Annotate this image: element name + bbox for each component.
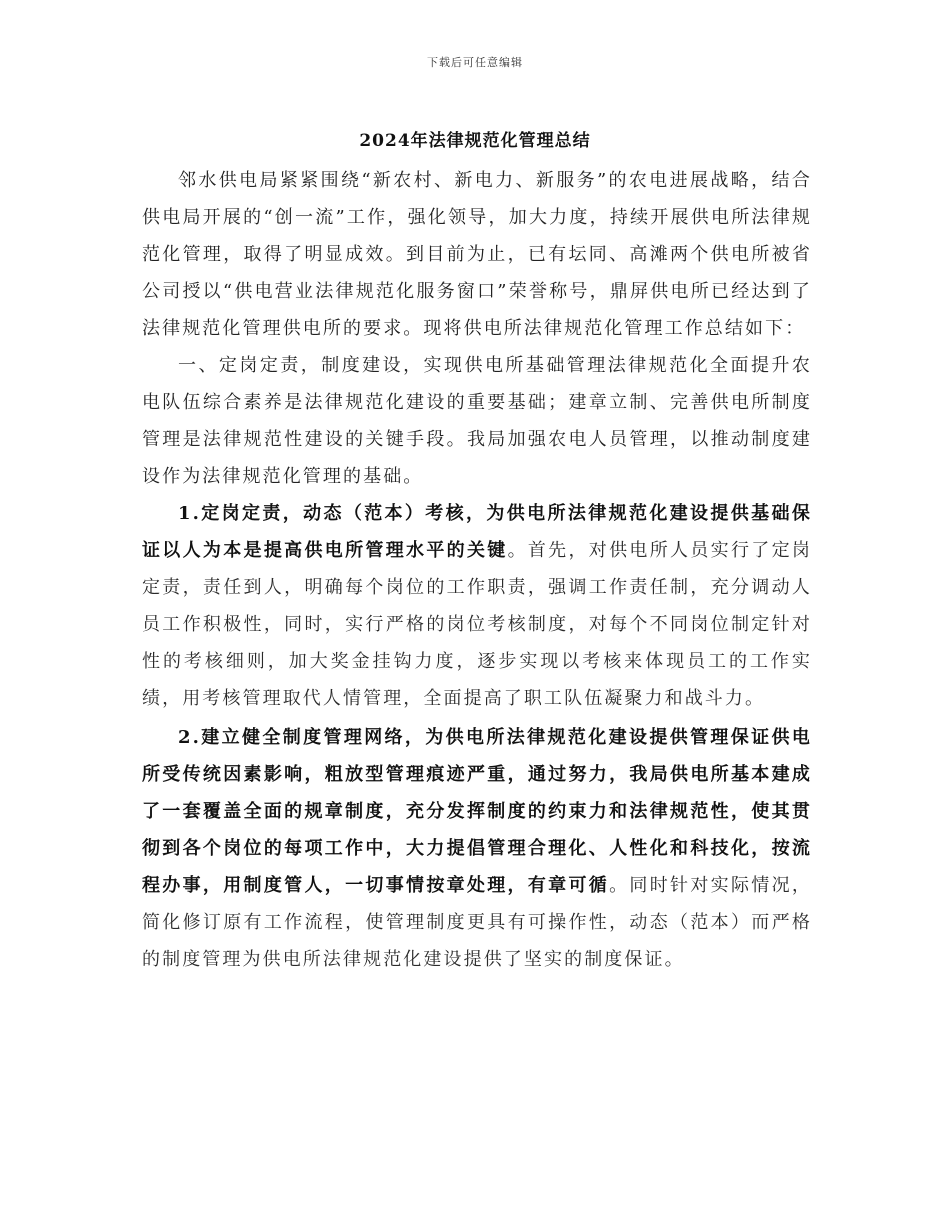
item-2-heading: 2.建立健全制度管理网络，为供电所法律规范化建设提供管理保证供电所受传统因素影响，粗放型管理痕迹严重，通过努力，我局供电所基本建成了一套覆盖全面的规章制度，充分发挥制度的约束力和法律规范性，使其贯彻到各个岗位的每项工作中，大力提倡管理合理化、人性化和科技化，按流程办事，用制度管人，一切事情按章处理，有章可循 xyxy=(142,727,812,896)
item-1-heading: 1.定岗定责，动态（范本）考核，为供电所法律规范化建设提供基础保证以人为本是提高供电所管理水平的关键 xyxy=(142,503,812,561)
document-title: 2024年法律规范化管理总结 xyxy=(359,131,591,151)
item-1-paragraph xyxy=(142,495,812,717)
document-body xyxy=(142,162,812,978)
intro-paragraph: 邻水供电局紧紧围绕“新农村、新电力、新服务”的农电进展战略，结合供电局开展的“创一流”工作，强化领导，加大力度，持续开展供电所法律规范化管理，取得了明显成效。到目前为止，已有坛同、高滩两个供电所被省公司授以“供电营业法律规范化服务窗口”荣誉称号，鼎屏供电所已经达到了法律规范化管理供电所的要求。现将供电所法律规范化管理工作总结如下： xyxy=(142,170,812,339)
section-1-paragraph: 一、定岗定责，制度建设，实现供电所基础管理法律规范化全面提升农电队伍综合素养是法律规范化建设的重要基础；建章立制、完善供电所制度管理是法律规范性建设的关键手段。我局加强农电人员管理，以推动制度建设作为法律规范化管理的基础。 xyxy=(142,355,812,487)
item-1-text: 。首先，对供电所人员实行了定岗定责，责任到人，明确每个岗位的工作职责，强调工作责任制，充分调动人员工作积极性，同时，实行严格的岗位考核制度，对每个不同岗位制定针对性的考核细则，加大奖金挂钩力度，逐步实现以考核来体现员工的工作实绩，用考核管理取代人情管理，全面提高了职工队伍凝聚力和战斗力。 xyxy=(142,540,812,709)
item-2-text: 。同时针对实际情况，简化修订原有工作流程，使管理制度更具有可操作性，动态（范本）而严格的制度管理为供电所法律规范化建设提供了坚实的制度保证。 xyxy=(142,875,812,970)
page-header-note: 下载后可任意编辑 xyxy=(427,56,523,69)
item-2-paragraph xyxy=(142,719,812,978)
